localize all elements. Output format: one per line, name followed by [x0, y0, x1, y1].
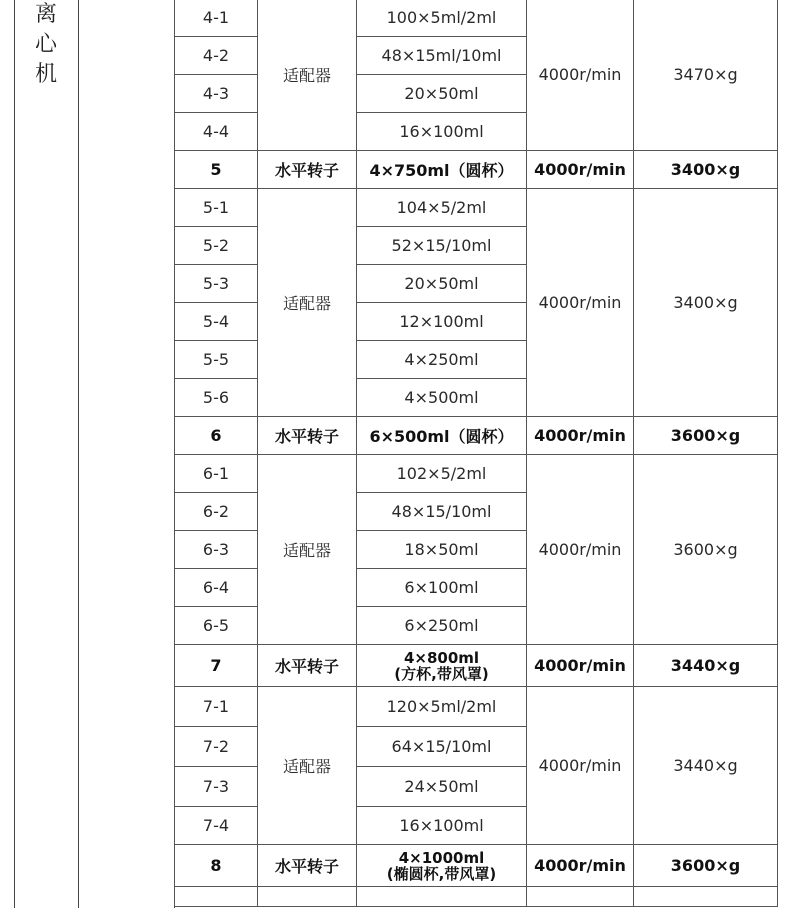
adapter-number: 4-1: [175, 0, 258, 37]
adapter-capacity: 16×100ml: [357, 113, 527, 151]
rotor-row: [175, 645, 778, 687]
rotor-type: 水平转子: [258, 845, 357, 887]
rotor-row: [175, 417, 778, 455]
rotor-capacity: 4×750ml（圆杯）: [357, 151, 527, 189]
adapter-number: 5-1: [175, 189, 258, 227]
adapter-number: 7-3: [175, 767, 258, 807]
rotor-speed: 4000r/min: [527, 151, 634, 189]
adapter-force: 3470×g: [634, 0, 778, 151]
adapter-number: 6-1: [175, 455, 258, 493]
blank-column: [78, 0, 175, 908]
rotor-number: 6: [175, 417, 258, 455]
rotor-speed: 4000r/min: [527, 417, 634, 455]
rotor-type: 水平转子: [258, 417, 357, 455]
adapter-speed: 4000r/min: [527, 189, 634, 417]
adapter-capacity: 6×250ml: [357, 607, 527, 645]
table-cell: [634, 887, 778, 907]
rotor-capacity: [357, 845, 527, 887]
rotor-row: [175, 845, 778, 887]
adapter-capacity: 52×15/10ml: [357, 227, 527, 265]
adapter-capacity: 20×50ml: [357, 75, 527, 113]
cell-line: (椭圆杯,带风罩): [386, 864, 497, 883]
rotor-number: 7: [175, 645, 258, 687]
rotor-row: [175, 151, 778, 189]
adapter-force: 3600×g: [634, 455, 778, 645]
category-column: [14, 0, 79, 908]
adapter-capacity: 64×15/10ml: [357, 727, 527, 767]
rotor-spec-table: [174, 0, 778, 907]
table-cell: [258, 887, 357, 907]
adapter-number: 6-4: [175, 569, 258, 607]
adapter-number: 5-2: [175, 227, 258, 265]
adapter-label: 适配器: [258, 455, 357, 645]
adapter-force: 3400×g: [634, 189, 778, 417]
adapter-number: 7-2: [175, 727, 258, 767]
cell-line: 4×800ml: [403, 648, 480, 667]
rotor-force: 3400×g: [634, 151, 778, 189]
adapter-capacity: 48×15ml/10ml: [357, 37, 527, 75]
adapter-speed: 4000r/min: [527, 0, 634, 151]
table-cell: [527, 887, 634, 907]
adapter-capacity: 4×500ml: [357, 379, 527, 417]
adapter-capacity: 6×100ml: [357, 569, 527, 607]
adapter-number: 4-4: [175, 113, 258, 151]
adapter-label: 适配器: [258, 0, 357, 151]
rotor-type: 水平转子: [258, 645, 357, 687]
category-label-char: 离: [34, 2, 57, 27]
adapter-speed: 4000r/min: [527, 687, 634, 845]
rotor-force: 3600×g: [634, 417, 778, 455]
adapter-number: 6-3: [175, 531, 258, 569]
category-label-char: 心: [34, 32, 57, 57]
adapter-number: 5-3: [175, 265, 258, 303]
adapter-row: [175, 0, 778, 37]
rotor-number: 8: [175, 845, 258, 887]
table-cell: [175, 887, 258, 907]
category-label: [26, 0, 66, 90]
adapter-capacity: 102×5/2ml: [357, 455, 527, 493]
rotor-capacity: 6×500ml（圆杯）: [357, 417, 527, 455]
adapter-number: 7-4: [175, 807, 258, 845]
adapter-capacity: 48×15/10ml: [357, 493, 527, 531]
adapter-force: 3440×g: [634, 687, 778, 845]
adapter-capacity: 20×50ml: [357, 265, 527, 303]
adapter-capacity: 18×50ml: [357, 531, 527, 569]
adapter-row: [175, 687, 778, 727]
adapter-capacity: 100×5ml/2ml: [357, 0, 527, 37]
table-cell: [357, 887, 527, 907]
rotor-force: 3440×g: [634, 645, 778, 687]
rotor-speed: 4000r/min: [527, 845, 634, 887]
rotor-number: 5: [175, 151, 258, 189]
adapter-number: 6-5: [175, 607, 258, 645]
adapter-speed: 4000r/min: [527, 455, 634, 645]
cell-line: 4×1000ml: [398, 848, 485, 867]
adapter-row: [175, 455, 778, 493]
adapter-row: [175, 189, 778, 227]
adapter-capacity: 12×100ml: [357, 303, 527, 341]
cell-line: (方杯,带风罩): [394, 664, 489, 683]
rotor-type: 水平转子: [258, 151, 357, 189]
adapter-capacity: 4×250ml: [357, 341, 527, 379]
adapter-number: 4-3: [175, 75, 258, 113]
adapter-number: 4-2: [175, 37, 258, 75]
rotor-capacity: [357, 645, 527, 687]
adapter-capacity: 16×100ml: [357, 807, 527, 845]
adapter-number: 7-1: [175, 687, 258, 727]
adapter-capacity: 24×50ml: [357, 767, 527, 807]
cut-off-row: [175, 887, 778, 907]
adapter-capacity: 120×5ml/2ml: [357, 687, 527, 727]
adapter-capacity: 104×5/2ml: [357, 189, 527, 227]
adapter-label: 适配器: [258, 189, 357, 417]
rotor-force: 3600×g: [634, 845, 778, 887]
adapter-number: 5-5: [175, 341, 258, 379]
adapter-number: 5-6: [175, 379, 258, 417]
category-label-char: 机: [34, 62, 57, 87]
rotor-speed: 4000r/min: [527, 645, 634, 687]
adapter-number: 5-4: [175, 303, 258, 341]
adapter-label: 适配器: [258, 687, 357, 845]
adapter-number: 6-2: [175, 493, 258, 531]
